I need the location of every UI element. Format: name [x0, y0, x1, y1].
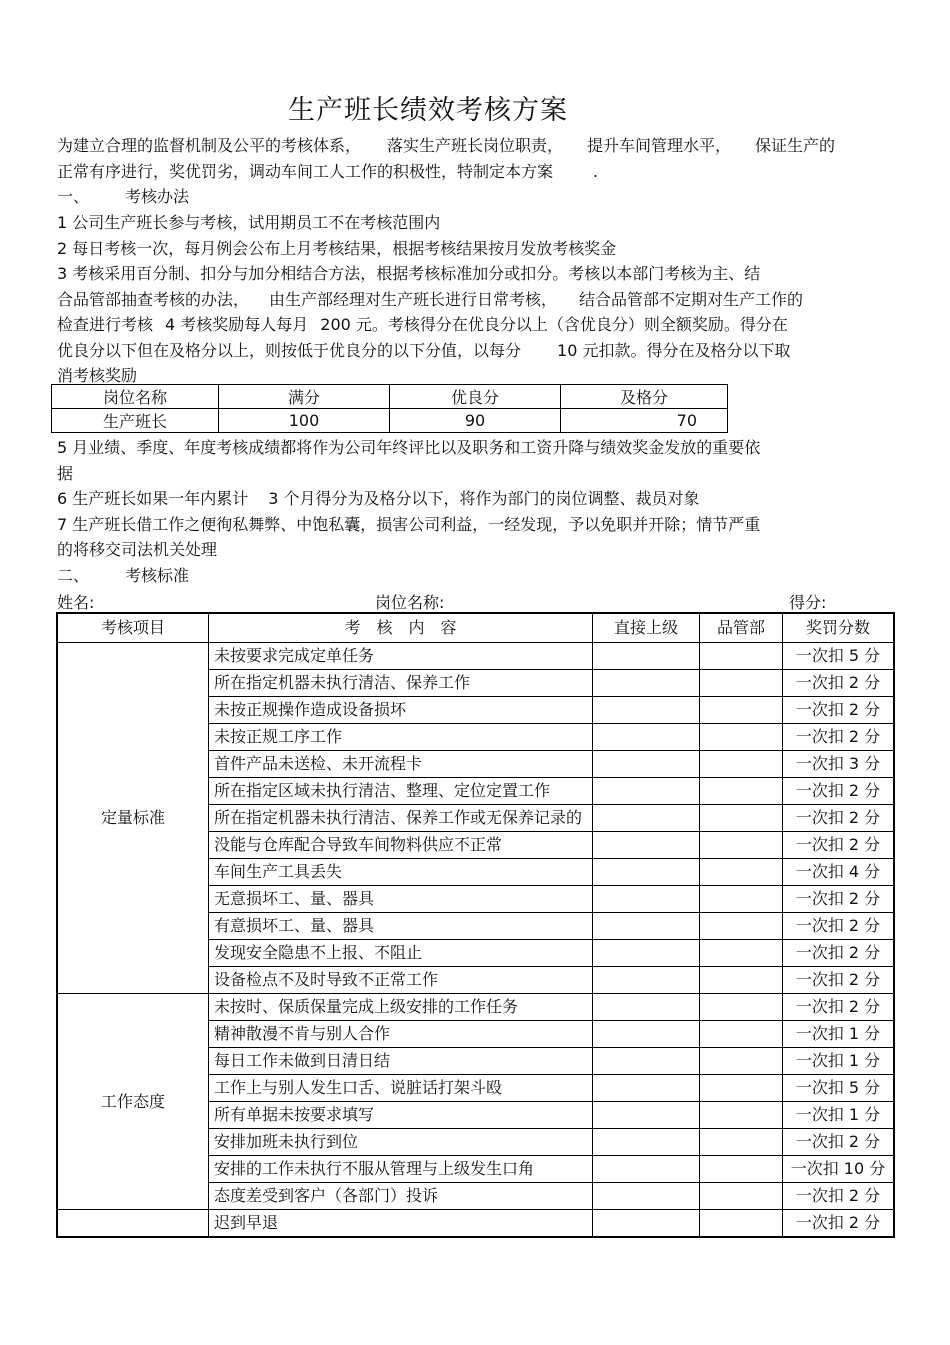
qc-cell[interactable] — [700, 670, 783, 697]
intro-text: 落实生产班长岗位职责， — [387, 136, 564, 155]
penalty-cell: 一次扣 5 分 — [783, 1075, 895, 1102]
header-item: 考核项目 — [57, 613, 209, 643]
post-field[interactable] — [375, 590, 566, 613]
score-table — [51, 384, 728, 433]
content-cell: 未按正规操作造成设备损坏 — [209, 697, 593, 724]
section-number: 一、 — [57, 187, 90, 206]
rule-3-cont — [57, 287, 892, 313]
score-header: 岗位名称 — [52, 385, 219, 409]
section-heading-2 — [57, 563, 189, 586]
rule-text: 优良分以下但在及格分以上，则按低于优良分的以下分值，以每分 — [57, 340, 522, 360]
rules2-paragraph — [57, 435, 892, 563]
rule-text: 合品管部抽查考核的办法， — [57, 289, 250, 309]
rule-7: 7 生产班长借工作之便徇私舞弊、中饱私囊，损害公司利益，一经发现，予以免职并开除；情节严重 — [57, 514, 761, 534]
rule-1: 1 公司生产班长参与考核，试用期员工不在考核范围内 — [57, 213, 441, 232]
table-header-row — [57, 613, 894, 643]
penalty-cell: 一次扣 2 分 — [783, 724, 895, 751]
rule-text: 200 元。考核得分在优良分以上（含优良分）则全额奖励。得分在 — [320, 315, 788, 334]
supervisor-cell[interactable] — [593, 940, 700, 967]
penalty-cell: 一次扣 2 分 — [783, 994, 895, 1021]
intro-paragraph — [57, 133, 892, 184]
content-cell: 首件产品未送检、未开流程卡 — [209, 751, 593, 778]
intro-text: 提升车间管理水平， — [587, 136, 732, 155]
penalty-cell: 一次扣 2 分 — [783, 778, 895, 805]
rule-text: 由生产部经理对生产班长进行日常考核， — [269, 289, 558, 309]
header-supervisor: 直接上级 — [593, 613, 700, 643]
content-cell: 态度差受到客户（各部门）投诉 — [209, 1183, 593, 1210]
score-header: 满分 — [219, 385, 390, 409]
qc-cell[interactable] — [700, 913, 783, 940]
supervisor-cell[interactable] — [593, 670, 700, 697]
supervisor-cell[interactable] — [593, 1183, 700, 1210]
qc-cell[interactable] — [700, 751, 783, 778]
rule-3-cont: 消考核奖励 — [57, 366, 138, 385]
intro-line-2 — [57, 159, 892, 185]
supervisor-cell[interactable] — [593, 697, 700, 724]
category-cell: 工作态度 — [57, 994, 209, 1210]
qc-cell[interactable] — [700, 886, 783, 913]
intro-text: 正常有序进行，奖优罚劣，调动车间工人工作的积极性，特制定本方案 — [57, 161, 554, 181]
intro-text: . — [593, 161, 599, 181]
evaluation-table — [56, 612, 895, 1238]
supervisor-cell[interactable] — [593, 643, 700, 670]
name-blank[interactable] — [112, 594, 218, 613]
rule-text: 10 元扣款。得分在及格分以下取 — [557, 340, 791, 360]
qc-cell[interactable] — [700, 697, 783, 724]
supervisor-cell[interactable] — [593, 1048, 700, 1075]
rule-text: 检查进行考核 — [57, 315, 154, 334]
content-cell: 未按要求完成定单任务 — [209, 643, 593, 670]
intro-text: 保证生产的 — [755, 136, 836, 155]
qc-cell[interactable] — [700, 859, 783, 886]
section-heading-1 — [57, 184, 189, 207]
penalty-cell: 一次扣 1 分 — [783, 1021, 895, 1048]
score-cell: 生产班长 — [52, 409, 219, 433]
supervisor-cell[interactable] — [593, 832, 700, 859]
content-cell: 所在指定区域未执行清洁、整理、定位定置工作 — [209, 778, 593, 805]
rule-3-cont — [57, 312, 892, 338]
score-cell: 70 — [561, 409, 728, 433]
rule-text: 3 个月得分为及格分以下，将作为部门的岗位调整、裁员对象 — [268, 489, 700, 508]
supervisor-cell[interactable] — [593, 1102, 700, 1129]
penalty-cell: 一次扣 2 分 — [783, 670, 895, 697]
rules-paragraph — [57, 210, 892, 389]
content-cell: 所有单据未按要求填写 — [209, 1102, 593, 1129]
qc-cell[interactable] — [700, 1075, 783, 1102]
header-content: 考 核 内 容 — [209, 613, 593, 643]
section-title: 考核办法 — [125, 187, 190, 206]
score-header: 优良分 — [390, 385, 561, 409]
intro-line-1 — [57, 133, 892, 159]
rule-3-cont — [57, 338, 892, 364]
supervisor-cell[interactable] — [593, 859, 700, 886]
penalty-cell: 一次扣 2 分 — [783, 940, 895, 967]
content-cell: 迟到早退 — [209, 1210, 593, 1238]
table-row — [57, 643, 894, 670]
rule-text: 4 考核奖励每人每月 — [165, 315, 309, 334]
score-blank[interactable] — [826, 594, 882, 613]
category-cell — [57, 1210, 209, 1238]
supervisor-cell[interactable] — [593, 994, 700, 1021]
document-title: 生产班长绩效考核方案 — [288, 95, 568, 126]
qc-cell[interactable] — [700, 1156, 783, 1183]
rule-6 — [57, 486, 892, 512]
content-cell: 未按正规工序工作 — [209, 724, 593, 751]
content-cell: 无意损坏工、量、器具 — [209, 886, 593, 913]
supervisor-cell[interactable] — [593, 805, 700, 832]
post-blank[interactable] — [462, 594, 566, 613]
penalty-cell: 一次扣 2 分 — [783, 913, 895, 940]
supervisor-cell[interactable] — [593, 1075, 700, 1102]
supervisor-cell[interactable] — [593, 913, 700, 940]
content-cell: 精神散漫不肯与别人合作 — [209, 1021, 593, 1048]
content-cell: 每日工作未做到日清日结 — [209, 1048, 593, 1075]
penalty-cell: 一次扣 2 分 — [783, 805, 895, 832]
score-cell: 100 — [219, 409, 390, 433]
qc-cell[interactable] — [700, 1102, 783, 1129]
section-title: 考核标准 — [125, 566, 190, 585]
penalty-cell: 一次扣 1 分 — [783, 1102, 895, 1129]
penalty-cell: 一次扣 10 分 — [783, 1156, 895, 1183]
rule-text: 6 生产班长如果一年内累计 — [57, 489, 249, 508]
supervisor-cell[interactable] — [593, 1129, 700, 1156]
supervisor-cell[interactable] — [593, 886, 700, 913]
intro-text: 为建立合理的监督机制及公平的考核体系， — [57, 136, 362, 155]
table-row — [57, 1210, 894, 1238]
supervisor-cell[interactable] — [593, 751, 700, 778]
qc-cell[interactable] — [700, 778, 783, 805]
penalty-cell: 一次扣 2 分 — [783, 1210, 895, 1238]
content-cell: 工作上与别人发生口舌、说脏话打架斗殴 — [209, 1075, 593, 1102]
header-qc: 品管部 — [700, 613, 783, 643]
qc-cell[interactable] — [700, 1210, 783, 1238]
rule-5-cont: 据 — [57, 463, 74, 483]
content-cell: 未按时、保质保量完成上级安排的工作任务 — [209, 994, 593, 1021]
penalty-cell: 一次扣 2 分 — [783, 697, 895, 724]
section-number: 二、 — [57, 566, 90, 585]
penalty-cell: 一次扣 2 分 — [783, 967, 895, 994]
rule-5: 5 月业绩、季度、年度考核成绩都将作为公司年终评比以及职务和工资升降与绩效奖金发放的重要依 — [57, 438, 761, 457]
content-cell: 没能与仓库配合导致车间物料供应不正常 — [209, 832, 593, 859]
supervisor-cell[interactable] — [593, 967, 700, 994]
qc-cell[interactable] — [700, 994, 783, 1021]
qc-cell[interactable] — [700, 1183, 783, 1210]
penalty-cell: 一次扣 2 分 — [783, 832, 895, 859]
rule-7-cont: 的将移交司法机关处理 — [57, 540, 218, 559]
content-cell: 所在指定机器未执行清洁、保养工作或无保养记录的 — [209, 805, 593, 832]
qc-cell[interactable] — [700, 1021, 783, 1048]
score-header: 及格分 — [561, 385, 728, 409]
content-cell: 安排的工作未执行不服从管理与上级发生口角 — [209, 1156, 593, 1183]
qc-cell[interactable] — [700, 1048, 783, 1075]
qc-cell[interactable] — [700, 832, 783, 859]
supervisor-cell[interactable] — [593, 778, 700, 805]
supervisor-cell[interactable] — [593, 724, 700, 751]
qc-cell[interactable] — [700, 643, 783, 670]
penalty-cell: 一次扣 2 分 — [783, 886, 895, 913]
name-field[interactable] — [57, 590, 218, 613]
penalty-cell: 一次扣 4 分 — [783, 859, 895, 886]
penalty-cell: 一次扣 3 分 — [783, 751, 895, 778]
rule-2: 2 每日考核一次，每月例会公布上月考核结果，根据考核结果按月发放考核奖金 — [57, 238, 617, 258]
content-cell: 所在指定机器未执行清洁、保养工作 — [209, 670, 593, 697]
content-cell: 车间生产工具丢失 — [209, 859, 593, 886]
qc-cell[interactable] — [700, 940, 783, 967]
content-cell: 设备检点不及时导致不正常工作 — [209, 967, 593, 994]
penalty-cell: 一次扣 1 分 — [783, 1048, 895, 1075]
score-field[interactable] — [789, 590, 882, 613]
category-cell: 定量标准 — [57, 643, 209, 994]
penalty-cell: 一次扣 5 分 — [783, 643, 895, 670]
content-cell: 安排加班未执行到位 — [209, 1129, 593, 1156]
qc-cell[interactable] — [700, 724, 783, 751]
supervisor-cell[interactable] — [593, 1156, 700, 1183]
score-label: 得分: — [789, 593, 827, 612]
supervisor-cell[interactable] — [593, 1210, 700, 1238]
content-cell: 有意损坏工、量、器具 — [209, 913, 593, 940]
post-label: 岗位名称: — [375, 593, 445, 612]
table-row — [57, 994, 894, 1021]
rule-3: 3 考核采用百分制、扣分与加分相结合方法，根据考核标准加分或扣分。考核以本部门考核为主、结 — [57, 264, 761, 283]
supervisor-cell[interactable] — [593, 1021, 700, 1048]
qc-cell[interactable] — [700, 967, 783, 994]
header-penalty: 奖罚分数 — [783, 613, 895, 643]
penalty-cell: 一次扣 2 分 — [783, 1129, 895, 1156]
penalty-cell: 一次扣 2 分 — [783, 1183, 895, 1210]
score-cell: 90 — [390, 409, 561, 433]
qc-cell[interactable] — [700, 1129, 783, 1156]
rule-text: 结合品管部不定期对生产工作的 — [579, 289, 804, 309]
name-label: 姓名: — [57, 593, 95, 612]
content-cell: 发现安全隐患不上报、不阻止 — [209, 940, 593, 967]
qc-cell[interactable] — [700, 805, 783, 832]
